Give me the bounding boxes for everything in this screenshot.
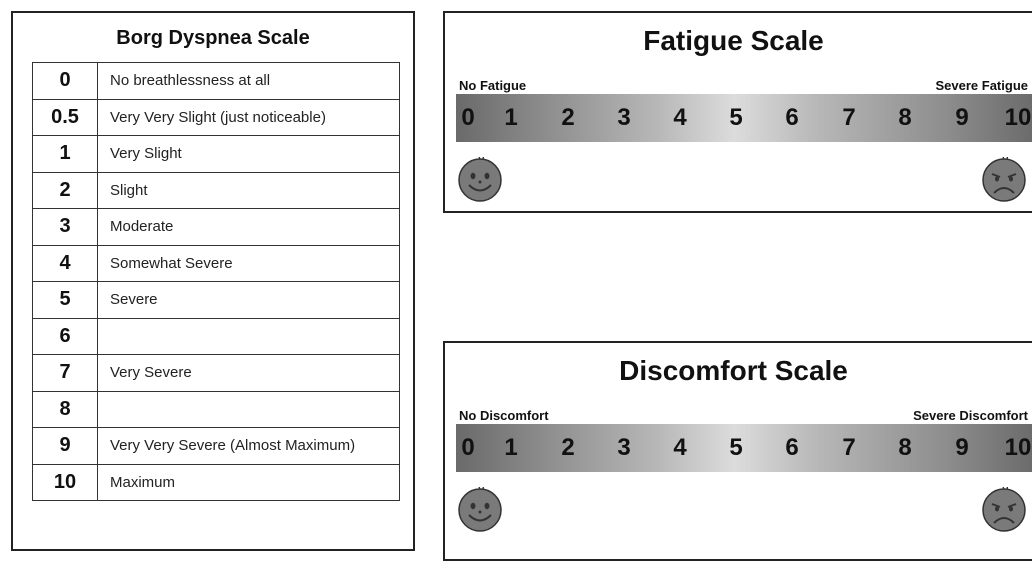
borg-dyspnea-panel <box>11 11 415 551</box>
rating-number: 9 <box>33 428 98 465</box>
table-row <box>33 172 400 209</box>
rating-description: Very Very Slight (just noticeable) <box>98 99 400 136</box>
tick-2: 2 <box>561 434 575 461</box>
table-row <box>33 209 400 246</box>
table-row <box>33 318 400 355</box>
tick-10: 10 <box>1004 104 1032 131</box>
rating-number: 8 <box>33 391 98 428</box>
rating-number: 1 <box>33 136 98 173</box>
tick-5: 5 <box>729 434 743 461</box>
rating-number: 0.5 <box>33 99 98 136</box>
tick-0: 0 <box>461 104 475 131</box>
tick-0: 0 <box>461 434 475 461</box>
severe-discomfort-label: Severe Discomfort <box>913 408 1028 423</box>
fatigue-title: Fatigue Scale <box>643 25 824 56</box>
borg-title: Borg Dyspnea Scale <box>116 27 310 49</box>
table-row <box>33 282 400 319</box>
tick-2: 2 <box>561 104 575 131</box>
tick-8: 8 <box>898 104 912 131</box>
tick-3: 3 <box>617 104 631 131</box>
fatigue-scale-panel <box>443 11 1032 213</box>
rating-number: 3 <box>33 209 98 246</box>
rating-number: 10 <box>33 464 98 501</box>
tick-1: 1 <box>504 104 518 131</box>
table-row <box>33 391 400 428</box>
tick-6: 6 <box>785 104 799 131</box>
tick-1: 1 <box>504 434 518 461</box>
rating-description: Very Severe <box>98 355 400 392</box>
tick-8: 8 <box>898 434 912 461</box>
tick-4: 4 <box>673 434 687 461</box>
borg-table <box>32 62 400 501</box>
table-row <box>33 464 400 501</box>
smiley-face-icon <box>457 487 503 533</box>
table-row <box>33 63 400 100</box>
rating-description: Somewhat Severe <box>98 245 400 282</box>
severe-fatigue-label: Severe Fatigue <box>935 78 1028 93</box>
rating-number: 5 <box>33 282 98 319</box>
rating-description: Moderate <box>98 209 400 246</box>
table-row <box>33 245 400 282</box>
table-row <box>33 428 400 465</box>
discomfort-title: Discomfort Scale <box>619 355 848 386</box>
rating-number: 6 <box>33 318 98 355</box>
rating-description <box>98 391 400 428</box>
tick-9: 9 <box>955 104 969 131</box>
frowning-face-icon <box>981 157 1027 203</box>
rating-description: Severe <box>98 282 400 319</box>
smiley-face-icon <box>457 157 503 203</box>
rating-description: Very Very Severe (Almost Maximum) <box>98 428 400 465</box>
tick-7: 7 <box>842 104 856 131</box>
discomfort-scale-panel <box>443 341 1032 561</box>
tick-4: 4 <box>673 104 687 131</box>
rating-description: Very Slight <box>98 136 400 173</box>
table-row <box>33 355 400 392</box>
table-row <box>33 136 400 173</box>
frowning-face-icon <box>981 487 1027 533</box>
rating-number: 4 <box>33 245 98 282</box>
rating-description: No breathlessness at all <box>98 63 400 100</box>
tick-5: 5 <box>729 104 743 131</box>
rating-number: 7 <box>33 355 98 392</box>
tick-9: 9 <box>955 434 969 461</box>
rating-number: 0 <box>33 63 98 100</box>
tick-6: 6 <box>785 434 799 461</box>
rating-description: Maximum <box>98 464 400 501</box>
discomfort-gradient-bar <box>456 424 1032 472</box>
rating-description: Slight <box>98 172 400 209</box>
no-discomfort-label: No Discomfort <box>459 408 549 423</box>
no-fatigue-label: No Fatigue <box>459 78 527 93</box>
fatigue-gradient-bar <box>456 94 1032 142</box>
rating-description <box>98 318 400 355</box>
tick-7: 7 <box>842 434 856 461</box>
table-row <box>33 99 400 136</box>
rating-number: 2 <box>33 172 98 209</box>
tick-3: 3 <box>617 434 631 461</box>
tick-10: 10 <box>1004 434 1032 461</box>
